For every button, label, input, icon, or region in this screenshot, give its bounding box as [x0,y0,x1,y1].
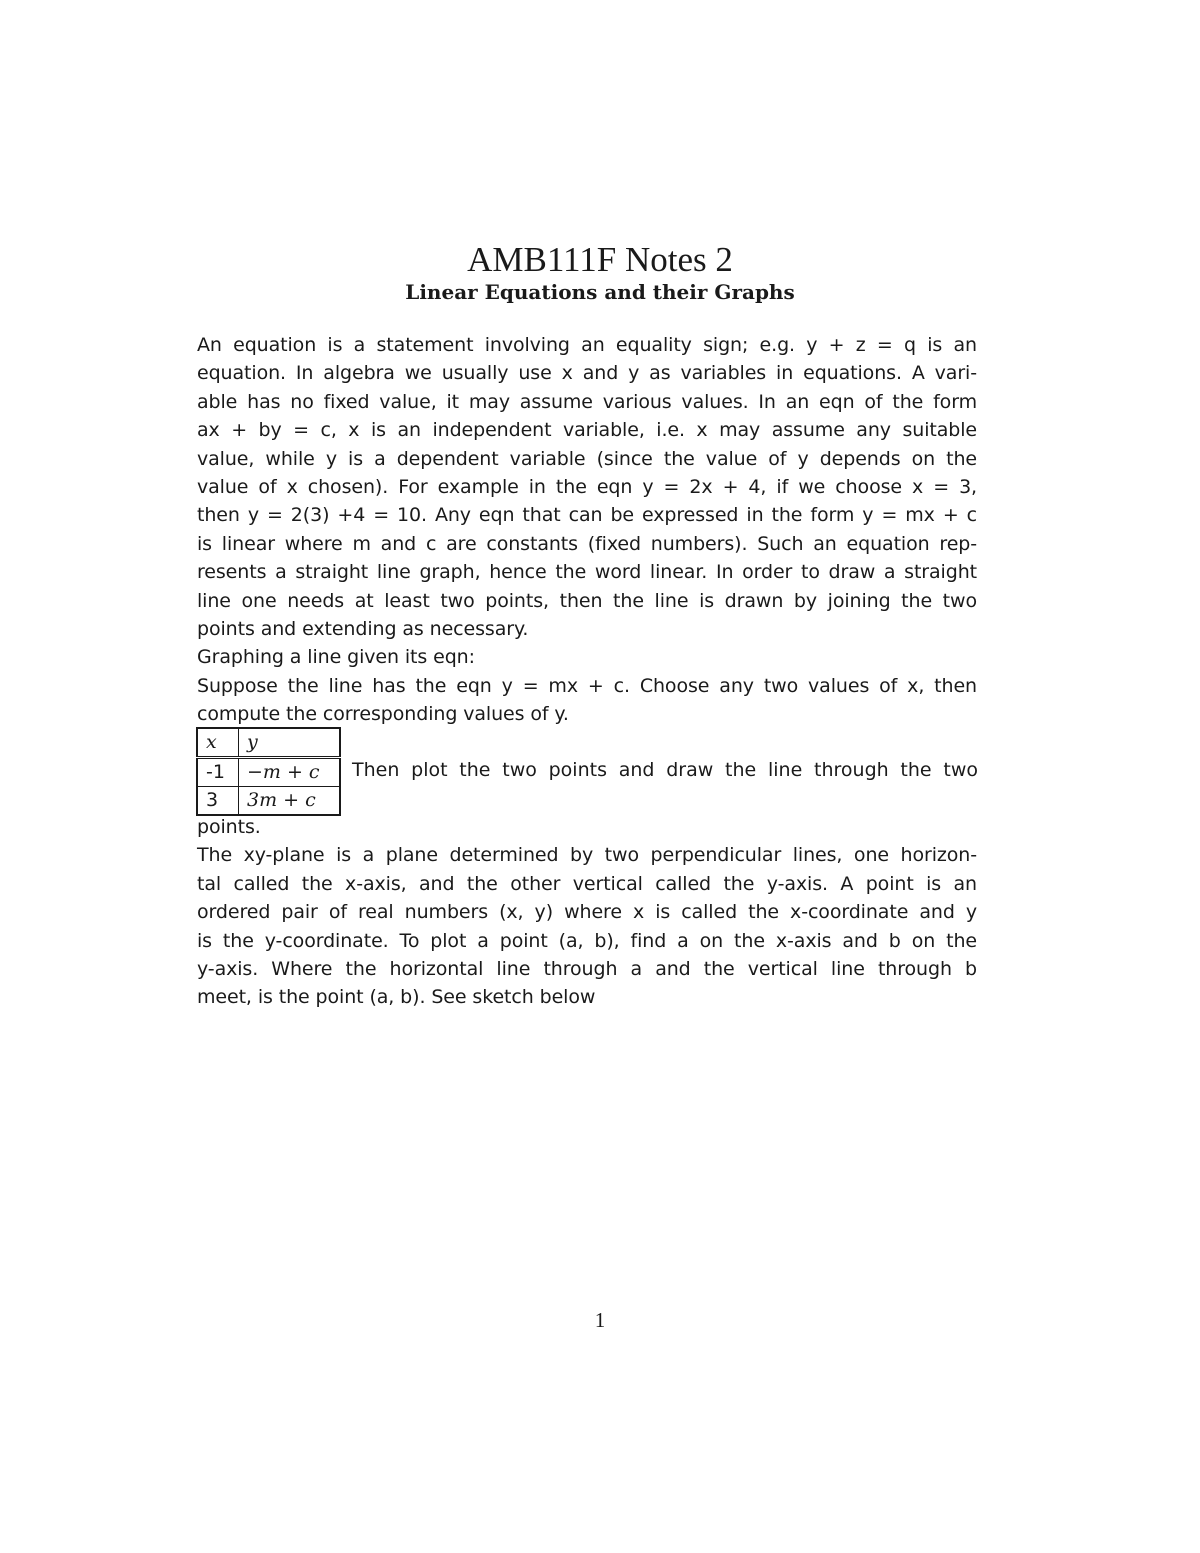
text-line: ax + by = c, x is an independent variable, i.e. x may assume any suitable [197,419,977,442]
table-cell: 3m + c [239,787,341,816]
page-number: 1 [594,1308,606,1332]
table-row [197,758,340,787]
text-line: Graphing a line given its eqn: [197,646,475,669]
text-line: The xy-plane is a plane determined by two perpendicular lines, one horizon- [197,844,977,867]
paragraph-intro [197,331,977,729]
text-line: compute the corresponding values of y. [197,703,569,726]
text-line: Suppose the line has the eqn y = mx + c. Choose any two values of x, then [197,674,977,697]
table-cell: 3 [197,787,239,816]
table-header-cell: y [239,728,341,758]
text-line: able has no fixed value, it may assume various values. In an eqn of the form [197,390,977,413]
table-side-text: Then plot the two points and draw the line through the two [352,759,978,781]
xy-values-table [196,727,341,816]
text-line: resents a straight line graph, hence the word linear. In order to draw a straight [197,561,977,584]
text-line: meet, is the point (a, b). See sketch below [197,986,596,1009]
text-line: is the y-coordinate. To plot a point (a, b), find a on the x-axis and b on the [197,929,977,952]
text-line: y-axis. Where the horizontal line through a and the vertical line through b [197,958,977,981]
text-line: points and extending as necessary. [197,618,529,641]
table-header-cell: x [197,728,239,758]
text-line: value, while y is a dependent variable (since the value of y depends on the [197,447,977,470]
table-header-row [197,728,340,758]
text-line: is linear where m and c are constants (fixed numbers). Such an equation rep- [197,532,977,555]
table-cell: -1 [197,758,239,787]
page-title: AMB111F Notes 2 [467,240,733,279]
text-line: value of x chosen). For example in the eqn y = 2x + 4, if we choose x = 3, [197,476,977,499]
text-line: An equation is a statement involving an equality sign; e.g. y + z = q is an [197,334,977,356]
text-line: tal called the x-axis, and the other vertical called the y-axis. A point is an [197,872,977,895]
text-line: then y = 2(3) +4 = 10. Any eqn that can be expressed in the form y = mx + c [197,504,977,527]
table-row [197,787,340,816]
text-line: ordered pair of real numbers (x, y) where x is called the x-coordinate and y [197,901,977,924]
paragraph-xy-plane [197,813,977,1012]
text-line: equation. In algebra we usually use x and y as variables in equations. A vari- [197,362,977,385]
text-line: line one needs at least two points, then the line is drawn by joining the two [197,589,977,612]
page-subtitle: Linear Equations and their Graphs [405,280,795,304]
text-line: points. [197,816,261,838]
table-cell: −m + c [239,758,341,787]
table-section [196,727,978,817]
